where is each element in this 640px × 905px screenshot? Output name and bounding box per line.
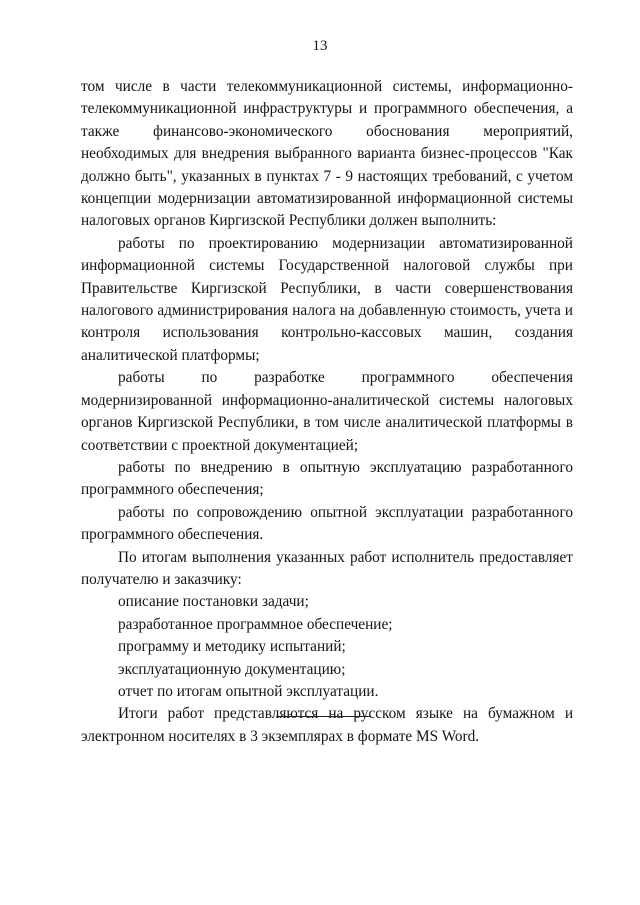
deliverable-item: программу и методику испытаний; bbox=[118, 638, 346, 656]
closing-divider bbox=[276, 716, 371, 717]
paragraph-implementation-works: работы по внедрению в опытную эксплуатацию разработанного программного обеспечения; bbox=[81, 458, 573, 499]
page-number: 13 bbox=[312, 38, 328, 54]
document-body bbox=[81, 76, 573, 748]
paragraph-design-works: работы по проектированию модернизации автоматизированной информационной системы Государственной налоговой службы при Правительстве Киргизской Республики, в части совершенствования налогового администрирования налога на добавленную стоимость, учета и контроля использования контрольно-кассовых машин, создания аналитической платформы; bbox=[81, 234, 573, 364]
paragraph-results-intro: По итогам выполнения указанных работ исполнитель предоставляет получателю и заказчику: bbox=[81, 548, 573, 588]
paragraph-intro: том числе в части телекоммуникационной системы, информационно-телекоммуникационной инфраструктуры и программного обеспечения, а также финансово-экономического обоснования мероприятий, необходимых для внедрения выбранного варианта бизнес-процессов "Как должно быть", указанных в пунктах 7 - 9 настоящих требований, с учетом концепции модернизации автоматизированной информационной системы налоговых органов Киргизской Республики должен выполнить: bbox=[81, 78, 573, 230]
paragraph-support-works: работы по сопровождению опытной эксплуатации разработанного программного обеспечения. bbox=[81, 503, 573, 544]
deliverable-item: описание постановки задачи; bbox=[118, 593, 309, 611]
paragraph-development-works: работы по разработке программного обеспечения модернизированной информационно-аналитической системы налоговых органов Киргизской Республики, в том числе аналитической платформы в соответствии с проектной документацией; bbox=[81, 369, 573, 454]
paragraph-closing: Итоги работ представляются на русском языке на бумажном и электронном носителях в 3 экземплярах в формате MS Word. bbox=[81, 705, 573, 745]
deliverable-item: разработанное программное обеспечение; bbox=[118, 615, 393, 633]
deliverable-item: отчет по итогам опытной эксплуатации. bbox=[118, 682, 379, 700]
deliverable-item: эксплуатационную документацию; bbox=[118, 660, 346, 678]
